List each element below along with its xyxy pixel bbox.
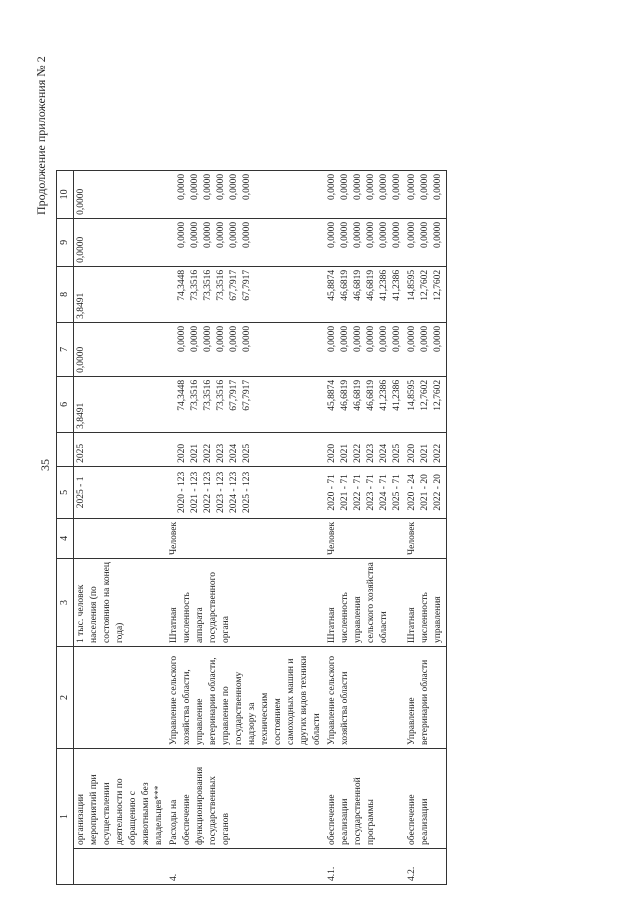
row-col10-line: 0,0000 bbox=[229, 173, 239, 200]
row-unit: Человек bbox=[167, 518, 325, 558]
row-col8-line: 67,7917 bbox=[229, 269, 239, 301]
row-col7-line: 0,0000 bbox=[420, 325, 430, 352]
row-col6-line: 45,8874 bbox=[327, 379, 337, 411]
row-count-line: 2022 - 20 bbox=[433, 474, 443, 511]
row-col6-line: 41,2386 bbox=[392, 379, 402, 411]
row-col9-line: 0,0000 bbox=[366, 221, 376, 248]
row-description: Расходы на обеспечение функционирования государственных органов bbox=[167, 749, 325, 849]
table-row bbox=[167, 170, 325, 884]
row-year-line: 2020 bbox=[177, 443, 187, 463]
col-header-2: 2 bbox=[57, 647, 74, 749]
row-count-line: 2020 - 71 bbox=[327, 474, 337, 511]
row-count-line: 2024 - 123 bbox=[229, 471, 239, 513]
row-col10-line: 0,0000 bbox=[190, 173, 200, 200]
row-col10-line: 0,0000 bbox=[433, 173, 443, 200]
row-col7-line: 0,0000 bbox=[177, 325, 187, 352]
row-col7-line: 0,0000 bbox=[327, 325, 337, 352]
row-indicator: Штатная численность аппарата государственного органа bbox=[167, 559, 325, 647]
row-col8-line: 73,3516 bbox=[203, 269, 213, 301]
column-number-row bbox=[57, 170, 74, 884]
row-year-line: 2022 bbox=[353, 443, 363, 463]
col-header-3: 3 bbox=[57, 559, 74, 647]
row-year-line: 2023 bbox=[216, 443, 226, 463]
row-count-line: 2020 - 24 bbox=[407, 474, 417, 511]
row-col6-line: 67,7917 bbox=[229, 379, 239, 411]
row-responsible: Управление сельского хозяйства области bbox=[325, 647, 405, 749]
row-year-line: 2022 bbox=[433, 443, 443, 463]
row-col10-line: 0,0000 bbox=[177, 173, 187, 200]
row-col8-line: 46,6819 bbox=[353, 269, 363, 301]
row-col8-line: 73,3516 bbox=[216, 269, 226, 301]
row-col6-line: 73,3516 bbox=[203, 379, 213, 411]
row-number: 4. bbox=[167, 849, 325, 885]
row-responsible: Управление ветеринарии области bbox=[405, 647, 447, 749]
row-description: обеспечение реализации государственной программы bbox=[325, 749, 405, 849]
row-col8-line: 14,8595 bbox=[407, 269, 417, 301]
row-col6-line: 46,6819 bbox=[340, 379, 350, 411]
col-header-10: 10 bbox=[57, 170, 74, 218]
table-row bbox=[74, 170, 168, 884]
row-col9-line: 0,0000 bbox=[190, 221, 200, 248]
row-col8-line: 45,8874 bbox=[327, 269, 337, 301]
col-header-5: 5 bbox=[57, 466, 74, 518]
row-col9-line: 0,0000 bbox=[407, 221, 417, 248]
row-col6-line: 74,3448 bbox=[177, 379, 187, 411]
row-col10-line: 0,0000 bbox=[340, 173, 350, 200]
row-value-count: 2025 - 1 bbox=[74, 466, 168, 518]
row-col6-line: 73,3516 bbox=[216, 379, 226, 411]
page-number: 35 bbox=[38, 459, 52, 471]
row-col6-line: 73,3516 bbox=[190, 379, 200, 411]
row-col8-line: 46,6819 bbox=[340, 269, 350, 301]
row-col10-line: 0,0000 bbox=[203, 173, 213, 200]
col-header-4: 4 bbox=[57, 518, 74, 558]
row-col8-line: 46,6819 bbox=[366, 269, 376, 301]
row-unit: Человек bbox=[405, 518, 447, 558]
row-year-line: 2025 bbox=[242, 443, 252, 463]
row-col10: 0,0000 bbox=[74, 170, 168, 218]
row-col7-line: 0,0000 bbox=[242, 325, 252, 352]
row-col10-line: 0,0000 bbox=[420, 173, 430, 200]
row-col9-line: 0,0000 bbox=[340, 221, 350, 248]
row-year: 2025 bbox=[74, 432, 168, 466]
row-col7-line: 0,0000 bbox=[392, 325, 402, 352]
row-count-line: 2025 - 71 bbox=[392, 474, 402, 511]
row-year-line: 2021 bbox=[340, 443, 350, 463]
row-col8-line: 41,2386 bbox=[379, 269, 389, 301]
row-number: 4.1. bbox=[325, 849, 405, 885]
continuation-label: Продолжение приложения № 2 bbox=[34, 56, 48, 215]
row-col9-line: 0,0000 bbox=[203, 221, 213, 248]
row-count-line: 2021 - 123 bbox=[190, 471, 200, 513]
row-year-line: 2021 bbox=[420, 443, 430, 463]
row-col10-line: 0,0000 bbox=[407, 173, 417, 200]
row-col10-line: 0,0000 bbox=[379, 173, 389, 200]
row-year-line: 2020 bbox=[407, 443, 417, 463]
row-count-line: 2021 - 20 bbox=[420, 474, 430, 511]
row-indicator: 1 тыс. человек населения (по состоянию на конец года) bbox=[74, 559, 168, 647]
row-indicator: Штатная численность управления сельского хозяйства области bbox=[325, 559, 405, 647]
row-col8: 3,8491 bbox=[74, 266, 168, 322]
row-col9-line: 0,0000 bbox=[353, 221, 363, 248]
row-col7-line: 0,0000 bbox=[407, 325, 417, 352]
row-col9-line: 0,0000 bbox=[392, 221, 402, 248]
row-col9-line: 0,0000 bbox=[420, 221, 430, 248]
row-col10-line: 0,0000 bbox=[353, 173, 363, 200]
row-year-line: 2021 bbox=[190, 443, 200, 463]
row-col10-line: 0,0000 bbox=[327, 173, 337, 200]
row-count-line: 2023 - 71 bbox=[366, 474, 376, 511]
row-year-line: 2023 bbox=[366, 443, 376, 463]
row-col10-line: 0,0000 bbox=[392, 173, 402, 200]
row-col8-line: 74,3448 bbox=[177, 269, 187, 301]
row-col10-line: 0,0000 bbox=[242, 173, 252, 200]
row-col7-line: 0,0000 bbox=[366, 325, 376, 352]
col-header-year bbox=[57, 432, 74, 466]
row-col9-line: 0,0000 bbox=[327, 221, 337, 248]
row-col6-line: 12,7602 bbox=[433, 379, 443, 411]
row-col7-line: 0,0000 bbox=[379, 325, 389, 352]
row-col6-line: 67,7917 bbox=[242, 379, 252, 411]
row-year-line: 2020 bbox=[327, 443, 337, 463]
row-col9-line: 0,0000 bbox=[433, 221, 443, 248]
row-count-line: 2025 - 123 bbox=[242, 471, 252, 513]
row-year-line: 2025 bbox=[392, 443, 402, 463]
row-col8-line: 12,7602 bbox=[420, 269, 430, 301]
row-description: обеспечение реализации bbox=[405, 749, 447, 849]
row-count-line: 2022 - 123 bbox=[203, 471, 213, 513]
row-col7-line: 0,0000 bbox=[353, 325, 363, 352]
row-col6: 3,8491 bbox=[74, 376, 168, 432]
row-count-line: 2021 - 71 bbox=[340, 474, 350, 511]
row-col7-line: 0,0000 bbox=[190, 325, 200, 352]
row-col7: 0,0000 bbox=[74, 322, 168, 376]
row-year-line: 2024 bbox=[229, 443, 239, 463]
row-col9-line: 0,0000 bbox=[379, 221, 389, 248]
row-year-line: 2024 bbox=[379, 443, 389, 463]
col-header-1: 1 bbox=[57, 749, 74, 885]
row-col7-line: 0,0000 bbox=[229, 325, 239, 352]
row-description: организации мероприятий при осуществлении деятельности по обращению с животными без владельцев*** bbox=[74, 749, 168, 849]
row-col6-line: 12,7602 bbox=[420, 379, 430, 411]
row-col6-line: 14,8595 bbox=[407, 379, 417, 411]
row-col10-line: 0,0000 bbox=[366, 173, 376, 200]
row-col10-line: 0,0000 bbox=[216, 173, 226, 200]
row-indicator: Штатная численность управления bbox=[405, 559, 447, 647]
row-number: 4.2. bbox=[405, 849, 447, 885]
row-col7-line: 0,0000 bbox=[433, 325, 443, 352]
row-col6-line: 46,6819 bbox=[366, 379, 376, 411]
col-header-9: 9 bbox=[57, 218, 74, 266]
row-col9-line: 0,0000 bbox=[216, 221, 226, 248]
row-responsible: Управление сельского хозяйства области, управление ветеринарии области, управление по государственному надзору за техническим состоянием самоходных машин и других видов техники области bbox=[167, 647, 325, 749]
col-header-8: 8 bbox=[57, 266, 74, 322]
row-col6-line: 46,6819 bbox=[353, 379, 363, 411]
row-col9-line: 0,0000 bbox=[242, 221, 252, 248]
appendix-table bbox=[56, 170, 447, 885]
row-count-line: 2022 - 71 bbox=[353, 474, 363, 511]
row-year-line: 2022 bbox=[203, 443, 213, 463]
row-col7-line: 0,0000 bbox=[340, 325, 350, 352]
row-col9-line: 0,0000 bbox=[229, 221, 239, 248]
row-count-line: 2020 - 123 bbox=[177, 471, 187, 513]
row-col6-line: 41,2386 bbox=[379, 379, 389, 411]
table-row bbox=[405, 170, 447, 884]
col-header-6: 6 bbox=[57, 376, 74, 432]
row-unit: Человек bbox=[325, 518, 405, 558]
row-count-line: 2024 - 71 bbox=[379, 474, 389, 511]
row-col8-line: 12,7602 bbox=[433, 269, 443, 301]
row-col7-line: 0,0000 bbox=[216, 325, 226, 352]
row-col8-line: 41,2386 bbox=[392, 269, 402, 301]
row-col7-line: 0,0000 bbox=[203, 325, 213, 352]
row-col8-line: 67,7917 bbox=[242, 269, 252, 301]
row-col9-line: 0,0000 bbox=[177, 221, 187, 248]
row-col9: 0,0000 bbox=[74, 218, 168, 266]
col-header-7: 7 bbox=[57, 322, 74, 376]
row-count-line: 2023 - 123 bbox=[216, 471, 226, 513]
table-row bbox=[325, 170, 405, 884]
row-col8-line: 73,3516 bbox=[190, 269, 200, 301]
